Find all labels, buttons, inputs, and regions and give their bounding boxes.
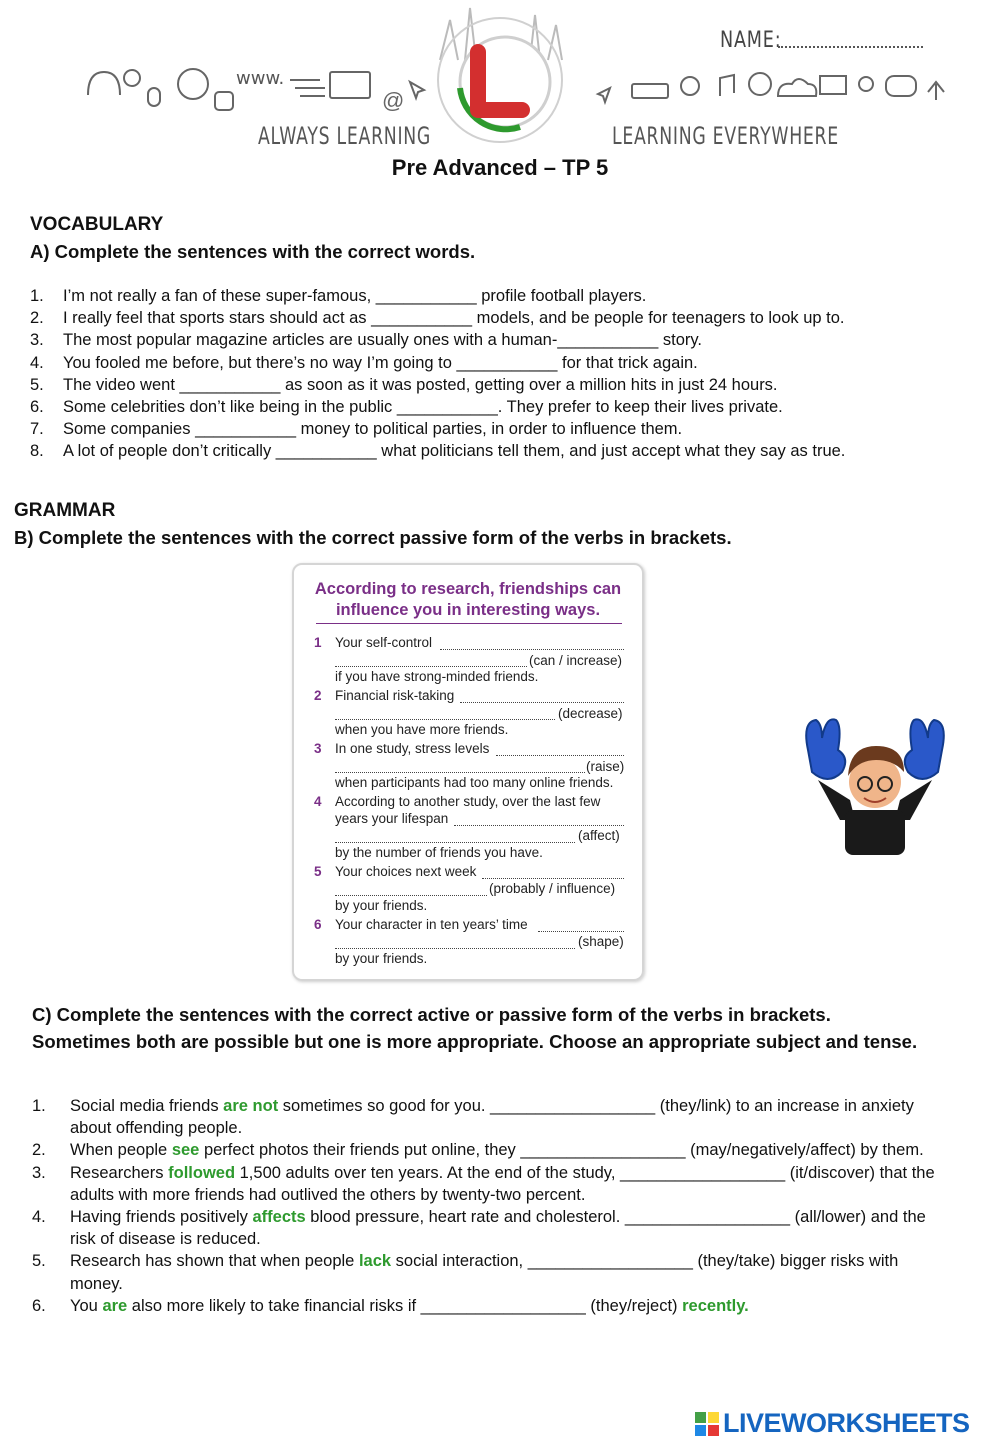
magnifier-icon [681,77,699,95]
header-icons-banner [0,0,1000,160]
box-item-text: when you have more friends. [335,722,509,737]
answer-blank[interactable] [335,948,575,949]
box-item-text: In one study, stress levels [335,741,490,756]
sentence-text[interactable]: A lot of people don’t critically ___________ what politicians tell them, and just accept what they say as true. [63,442,846,461]
list-item: 6. You are also more likely to take financial risks if __________________ (they/reject) recently. [32,1296,749,1315]
at-sign-icon: @ [382,88,405,113]
grammar-heading: GRAMMAR [14,500,116,521]
highlighted-verb: affects [252,1208,306,1227]
name-input-line[interactable] [778,46,923,48]
box-item-number: 4 [314,794,322,809]
highlighted-verb: are [102,1296,128,1315]
speech-bubble-icon [886,76,916,96]
box-item-text: Your character in ten years’ time [335,917,528,932]
bitmoji-fingers-crossed-avatar [800,710,950,855]
sentence-text[interactable]: Some companies ___________ money to political parties, in order to influence them. [63,420,683,439]
sentence-text[interactable]: also more likely to take financial risks if __________________ (they/reject) [127,1296,683,1315]
box-item-text: Your self-control [335,635,433,650]
person-icon [859,77,873,91]
list-item: 3. The most popular magazine articles are usually ones with a human-___________ story. [30,331,702,350]
page-title: Pre Advanced – TP 5 [391,155,609,180]
vocabulary-instruction: A) Complete the sentences with the correct words. [30,241,476,262]
verb-hint: (shape) [578,934,624,949]
section-c-list [32,1095,944,1317]
box-item-text: Your choices next week [335,864,477,879]
box-item-text: by the number of friends you have. [335,845,543,860]
answer-blank[interactable] [496,755,624,756]
answer-blank[interactable] [335,895,487,896]
list-item: 6. Some celebrities don’t like being in the public ___________. They prefer to keep their lives private. [30,398,783,417]
highlighted-verb: lack [358,1252,392,1271]
sentence-text[interactable]: I really feel that sports stars should act as ___________ models, and be people for teenagers to look up to. [63,309,845,328]
box-item-number: 5 [314,864,322,879]
envelope-icon [820,76,846,94]
box-item-text: Financial risk-taking [335,688,455,703]
music-note-icon [720,75,734,96]
sentence-text[interactable]: sometimes so good for you. __________________ (they/link) to an increase in anxiety about offending people. [70,1097,914,1138]
list-item: 1. Social media friends are not sometimes so good for you. __________________ (they/link) to an increase in anxiety about offending people. [32,1097,914,1138]
grammar-instruction: B) Complete the sentences with the correct passive form of the verbs in brackets. [14,527,732,548]
vocabulary-list [30,285,970,463]
sentence-text[interactable]: blood pressure, heart rate and cholesterol. __________________ (all/lower) and the risk of disease is reduced. [70,1208,926,1249]
friendship-exercise-box [292,563,644,981]
sentence-text[interactable]: Some celebrities don’t like being in the public ___________. They prefer to keep their lives private. [63,398,783,417]
cursor-icon [410,82,424,98]
answer-blank[interactable] [460,702,624,703]
brand-name: LIVEWORKSHEETS [723,1408,970,1438]
list-item: 4. Having friends positively affects blood pressure, heart rate and cholesterol. __________________ (all/lower) and the risk of disease is reduced. [32,1208,926,1249]
sentence-text[interactable]: The most popular magazine articles are usually ones with a human-___________ story. [63,331,702,350]
sentence-text[interactable]: You fooled me before, but there’s no way I’m going to ___________ for that trick again. [63,353,698,372]
mouse-icon [148,88,160,106]
laptop-icon [330,72,370,98]
sentence-text[interactable]: perfect photos their friends put online, they __________________ (may/negatively/affect) by them. [199,1141,924,1160]
cloud-icon [778,79,816,96]
cursor-right-icon [598,88,610,102]
slogan-learning-everywhere: LEARNING EVERYWHERE [612,122,839,150]
wifi-icon [124,70,140,86]
verb-hint: (probably / influence) [489,881,616,896]
right-doodle-icons [598,73,944,102]
highlighted-word: recently. [682,1296,749,1315]
list-item: 4. You fooled me before, but there’s no way I’m going to ___________ for that trick again. [30,353,698,372]
worksheet-header [0,0,1000,190]
answer-blank[interactable] [335,666,527,667]
list-item: 1. I’m not really a fan of these super-famous, ___________ profile football players. [30,287,647,305]
highlighted-verb: see [171,1141,200,1160]
list-item: 3. Researchers followed 1,500 adults over ten years. At the end of the study, __________________ (it/discover) that the adults with more friends had outlived the others by twenty-two percent. [32,1163,935,1204]
user-icon [215,92,233,110]
chat-lines-icon [290,80,325,96]
answer-blank[interactable] [538,931,624,932]
sentence-text[interactable]: 1,500 adults over ten years. At the end of the study, __________________ (it/discover) that the adults with more friends had outlived the others by twenty-two percent. [70,1163,935,1204]
slogan-always-learning: ALWAYS LEARNING [258,122,432,150]
list-item: 2. When people see perfect photos their friends put online, they __________________ (may/negatively/affect) by them. [32,1141,924,1160]
www-label: www. [236,68,285,89]
sentence-text[interactable]: I’m not really a fan of these super-famous, ___________ profile football players. [63,287,647,305]
box-title: According to research, friendships can influence you in interesting ways. [314,580,622,619]
sentence-text[interactable]: The video went ___________ as soon as it was posted, getting over a million hits in just 24 hours. [63,375,778,394]
headphones-icon [88,72,120,95]
highlighted-verb: are not [223,1097,279,1115]
answer-blank[interactable] [335,719,555,720]
box-item-text: years your lifespan [335,811,449,826]
title-divider [316,623,622,624]
list-item: 5. The video went ___________ as soon as it was posted, getting over a million hits in just 24 hours. [30,375,778,394]
verb-hint: (affect) [578,828,620,843]
box-item-number: 2 [314,688,322,703]
list-item: 2. I really feel that sports stars should act as ___________ models, and be people for teenagers to look up to. [30,309,845,328]
box-item-number: 3 [314,741,322,756]
box-item-text: when participants had too many online friends. [335,775,614,790]
verb-hint: (can / increase) [529,653,623,668]
box-item-text: if you have strong-minded friends. [335,669,539,684]
answer-blank[interactable] [335,842,575,843]
name-label: NAME: [720,28,782,53]
section-c-instruction: C) Complete the sentences with the correct active or passive form of the verbs in brackets. Sometimes both are possible but one is more appropriate. Choose an appropriate subject and tense. [32,1004,918,1052]
list-item: 8. A lot of people don’t critically ___________ what politicians tell them, and just accept what they say as true. [30,442,846,461]
box-item-text: According to another study, over the last few [335,794,601,809]
highlighted-verb: followed [168,1163,236,1182]
box-item-number: 6 [314,917,322,932]
answer-blank[interactable] [482,878,624,879]
globe-icon [178,69,208,99]
answer-blank[interactable] [454,825,624,826]
verb-hint: (decrease) [558,706,623,721]
always-learning-logo [460,37,550,129]
list-item: 7. Some companies ___________ money to political parties, in order to influence them. [30,420,683,439]
globe-right-icon [749,73,771,95]
vocabulary-heading: VOCABULARY [30,214,164,235]
answer-blank[interactable] [440,649,624,650]
keyboard-icon [632,84,668,98]
liveworksheets-logo-icon [695,1412,721,1438]
box-item-number: 1 [314,635,322,650]
box-item-text: by your friends. [335,898,428,913]
list-item: 5. Research has shown that when people lack social interaction, __________________ (they/take) bigger risks with money. [32,1252,899,1293]
upload-arrow-icon [928,82,944,100]
answer-blank[interactable] [335,772,585,773]
sentence-text[interactable]: social interaction, __________________ (they/take) bigger risks with money. [70,1252,899,1293]
verb-hint: (raise) [586,759,625,774]
box-item-text: by your friends. [335,951,428,966]
